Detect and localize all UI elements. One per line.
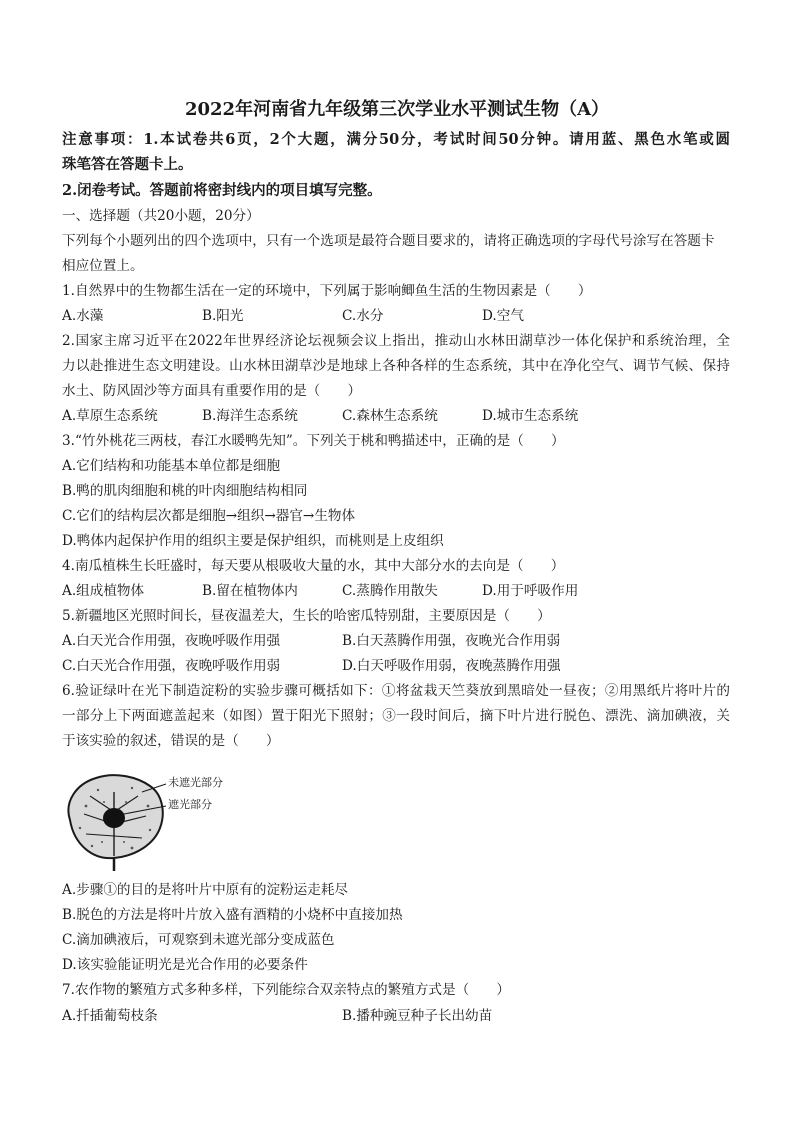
notes-line-1: 注意事项：1.本试卷共6页，2个大题，满分50分，考试时间50分钟。请用蓝、黑色水笔或圆 xyxy=(62,131,730,148)
q6-option-d: D.该实验能证明光是光合作用的必要条件 xyxy=(62,957,308,973)
q2-option-d: D.城市生态系统 xyxy=(482,408,579,424)
leaf-figure xyxy=(62,772,252,872)
q4-option-a: A.组成植物体 xyxy=(62,583,145,599)
section-heading: 一、选择题（共20小题，20分） xyxy=(62,208,260,224)
figure-label-covered: 遮光部分 xyxy=(168,798,212,811)
q6-stem-line-3: 于该实验的叙述，错误的是（ ） xyxy=(62,733,280,749)
q1-option-b: B.阳光 xyxy=(202,308,244,324)
q5-option-d: D.白天呼吸作用弱，夜晚蒸腾作用强 xyxy=(342,658,561,674)
figure-label-uncovered: 未遮光部分 xyxy=(168,776,223,789)
section-intro-line-1: 下列每个小题列出的四个选项中，只有一个选项是最符合题目要求的，请将正确选项的字母代号涂写在答题卡 xyxy=(62,233,715,249)
notes-line-3: 2.闭卷考试。答题前将密封线内的项目填写完整。 xyxy=(62,182,382,199)
q3-stem: 3.“竹外桃花三两枝，春江水暖鸭先知”。下列关于桃和鸭描述中，正确的是（ ） xyxy=(62,433,565,449)
q5-option-a: A.白天光合作用强，夜晚呼吸作用强 xyxy=(62,633,281,649)
q6-option-a: A.步骤①的目的是将叶片中原有的淀粉运走耗尽 xyxy=(62,882,349,898)
q6-option-c: C.滴加碘液后，可观察到未遮光部分变成蓝色 xyxy=(62,932,335,948)
q2-option-b: B.海洋生态系统 xyxy=(202,408,298,424)
q3-option-d: D.鸭体内起保护作用的组织主要是保护组织，而桃则是上皮组织 xyxy=(62,533,444,549)
q2-option-c: C.森林生态系统 xyxy=(342,408,438,424)
q1-option-a: A.水藻 xyxy=(62,308,104,324)
q5-option-b: B.白天蒸腾作用强，夜晚光合作用弱 xyxy=(342,633,561,649)
q4-stem: 4.南瓜植株生长旺盛时，每天要从根吸收大量的水，其中大部分水的去向是（ ） xyxy=(62,558,565,574)
notes-line-2: 珠笔答在答题卡上。 xyxy=(62,156,193,173)
q4-option-d: D.用于呼吸作用 xyxy=(482,583,579,599)
q7-option-b: B.播种豌豆种子长出幼苗 xyxy=(342,1008,493,1024)
q3-option-a: A.它们结构和功能基本单位都是细胞 xyxy=(62,458,281,474)
q5-stem: 5.新疆地区光照时间长，昼夜温差大，生长的哈密瓜特别甜，主要原因是（ ） xyxy=(62,608,551,624)
q6-stem-line-2: 一部分上下两面遮盖起来（如图）置于阳光下照射；③一段时间后，摘下叶片进行脱色、漂洗、滴加碘液，关 xyxy=(62,708,730,724)
q6-stem-line-1: 6.验证绿叶在光下制造淀粉的实验步骤可概括如下：①将盆栽天竺葵放到黑暗处一昼夜；②用黑纸片将叶片的 xyxy=(62,683,730,699)
exam-title: 2022年河南省九年级第三次学业水平测试生物（A） xyxy=(184,99,610,120)
q2-stem-line-3: 水土、防风固沙等方面具有重要作用的是（ ） xyxy=(62,383,362,399)
q1-stem: 1.自然界中的生物都生活在一定的环境中，下列属于影响鲫鱼生活的生物因素是（ ） xyxy=(62,283,592,299)
section-intro-line-2: 相应位置上。 xyxy=(62,258,144,274)
q7-stem: 7.农作物的繁殖方式多种多样，下列能综合双亲特点的繁殖方式是（ ） xyxy=(62,982,510,998)
q4-option-c: C.蒸腾作用散失 xyxy=(342,583,438,599)
q6-option-b: B.脱色的方法是将叶片放入盛有酒精的小烧杯中直接加热 xyxy=(62,907,403,923)
q5-option-c: C.白天光合作用强，夜晚呼吸作用弱 xyxy=(62,658,281,674)
q7-option-a: A.扦插葡萄枝条 xyxy=(62,1008,158,1024)
q2-option-a: A.草原生态系统 xyxy=(62,408,158,424)
q1-option-d: D.空气 xyxy=(482,308,524,324)
q3-option-c: C.它们的结构层次都是细胞→组织→器官→生物体 xyxy=(62,508,356,524)
q2-stem-line-2: 力以赴推进生态文明建设。山水林田湖草沙是地球上各种各样的生态系统，其中在净化空气、调节气候、保持 xyxy=(62,358,730,374)
q3-option-b: B.鸭的肌肉细胞和桃的叶肉细胞结构相同 xyxy=(62,483,308,499)
q2-stem-line-1: 2.国家主席习近平在2022年世界经济论坛视频会议上指出，推动山水林田湖草沙一体化保护和系统治理，全 xyxy=(62,333,730,349)
q1-option-c: C.水分 xyxy=(342,308,384,324)
q4-option-b: B.留在植物体内 xyxy=(202,583,298,599)
